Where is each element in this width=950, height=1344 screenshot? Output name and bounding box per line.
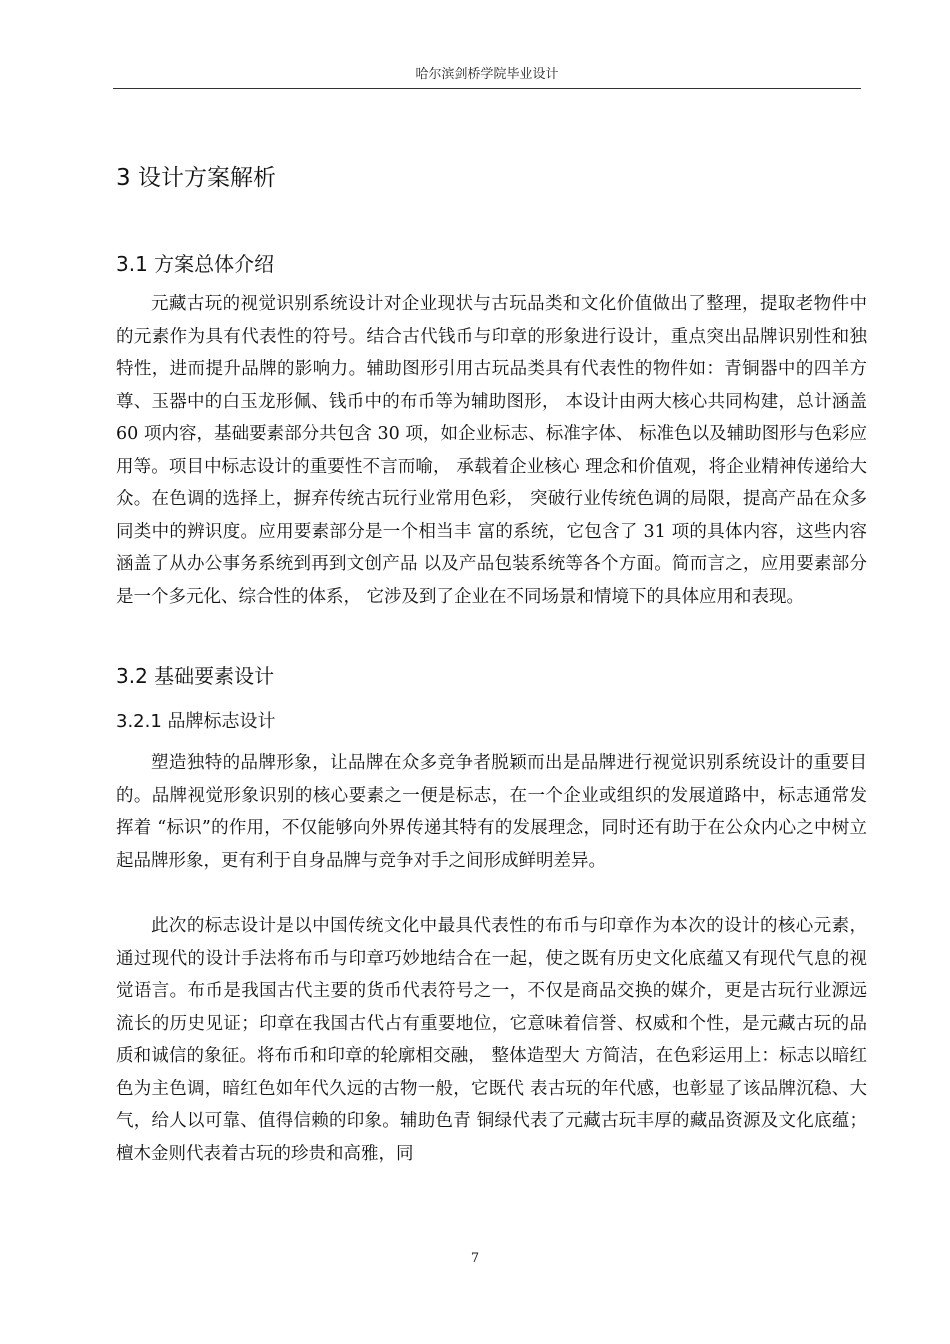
section-3-1-paragraph: 元藏古玩的视觉识别系统设计对企业现状与古玩品类和文化价值做出了整理，提取老物件中的元素作为具有代表性的符号。结合古代钱币与印章的形象进行设计，重点突出品牌识别性和独特性，进而提升品牌的影响力。辅助图形引用古玩品类具有代表性的物件如：青铜器中的四羊方尊、玉器中的白玉龙形佩、钱币中的布币等为辅助图形， 本设计由两大核心共同构建，总计涵盖 60 项内容，基础要素部分共包含 30 项，如企业标志、标准字体、 标准色以及辅助图形与色彩应用等。项目中标志设计的重要性不言而喻， 承载着企业核心 理念和价值观，将企业精神传递给大众。在色调的选择上，摒弃传统古玩行业常用色彩， 突破行业传统色调的局限，提高产品在众多同类中的辨识度。应用要素部分是一个相当丰 富的系统，它包含了 31 项的具体内容，这些内容涵盖了从办公事务系统到再到文创产品 以及产品包装系统等各个方面。简而言之，应用要素部分是一个多元化、综合性的体系， 它涉及到了企业在不同场景和情境下的具体应用和表现。 xyxy=(116,294,867,607)
section-3-2-1-heading: 3.2.1 品牌标志设计 xyxy=(116,711,276,732)
section-3-2-heading: 3.2 基础要素设计 xyxy=(116,664,275,688)
section-3-2-1-paragraph-1: 塑造独特的品牌形象，让品牌在众多竞争者脱颖而出是品牌进行视觉识别系统设计的重要目的。品牌视觉形象识别的核心要素之一便是标志，在一个企业或组织的发展道路中，标志通常发挥着 “标识”的作用，不仅能够向外界传递其特有的发展理念，同时还有助于在公众内心之中树立起品牌形象，更有利于自身品牌与竞争对手之间形成鲜明差异。 xyxy=(116,753,867,871)
page-header: 哈尔滨剑桥学院毕业设计 xyxy=(415,67,559,82)
chapter-heading: 3 设计方案解析 xyxy=(116,165,276,191)
section-3-1-heading: 3.1 方案总体介绍 xyxy=(116,252,275,276)
section-3-2-1-paragraph-2: 此次的标志设计是以中国传统文化中最具代表性的布币与印章作为本次的设计的核心元素，通过现代的设计手法将布币与印章巧妙地结合在一起，使之既有历史文化底蕴又有现代气息的视觉语言。布币是我国古代主要的货币代表符号之一，不仅是商品交换的媒介，更是古玩行业源远流长的历史见证；印章在我国古代占有重要地位，它意味着信誉、权威和个性，是元藏古玩的品质和诚信的象征。将布币和印章的轮廓相交融， 整体造型大 方简洁，在色彩运用上：标志以暗红色为主色调，暗红色如年代久远的古物一般，它既代 表古玩的年代感，也彰显了该品牌沉稳、大气，给人以可靠、值得信赖的印象。辅助色青 铜绿代表了元藏古玩丰厚的藏品资源及文化底蕴；檀木金则代表着古玩的珍贵和高雅，同 xyxy=(116,916,867,1164)
page-number: 7 xyxy=(470,1251,480,1266)
header-rule xyxy=(113,88,861,89)
